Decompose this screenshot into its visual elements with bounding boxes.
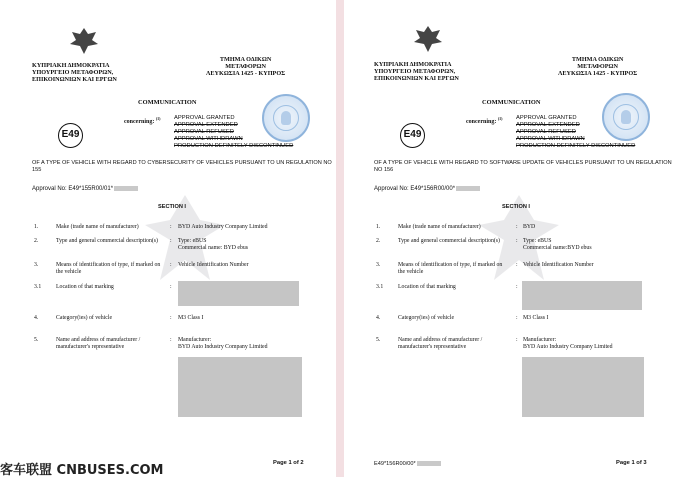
item-value-line: Commercial name:BYD ebus	[523, 245, 592, 251]
item-number: 4.	[376, 315, 381, 321]
header-left	[374, 61, 459, 82]
official-stamp-icon	[262, 94, 310, 142]
item-value-line: BYD Auto Industry Company Limited	[523, 344, 613, 350]
e-mark-icon: E49	[58, 123, 83, 148]
approval-scope	[374, 160, 672, 174]
header-left-line: ΕΠΙΚΟΙΝΩΝΙΩΝ ΚΑΙ ΕΡΓΩΝ	[32, 76, 117, 83]
colon: :	[170, 337, 172, 343]
section-heading: SECTION I	[158, 204, 186, 210]
item-value-line: Type: eBUS	[523, 238, 552, 244]
status-item: APPROVAL REFUSED	[516, 129, 576, 136]
item-number: 1.	[34, 224, 39, 230]
status-item: APPROVAL WITHDRAWN	[174, 136, 243, 143]
status-item: APPROVAL EXTENDED	[174, 122, 238, 129]
approval-scope	[32, 160, 332, 174]
item-label: Location of that marking	[398, 284, 456, 290]
colon: :	[170, 224, 172, 230]
header-right-line: ΜΕΤΑΦΟΡΩΝ	[225, 63, 266, 70]
colon: :	[170, 262, 172, 268]
redacted-block	[456, 186, 480, 191]
item-number: 5.	[34, 337, 39, 343]
concerning-footnote: (1)	[155, 116, 161, 121]
status-item: PRODUCTION DEFINITELY DISCONTINUED	[174, 143, 294, 150]
scope-line: NO 156	[374, 167, 394, 173]
colon: :	[516, 262, 518, 268]
item-value-line: Commercial name: BYD ebus	[178, 245, 249, 251]
item-number: 3.	[34, 262, 39, 268]
item-label: Name and address of manufacturer / manufacturer's representative	[56, 337, 141, 350]
item-number: 3.1	[376, 284, 384, 290]
cyprus-crest-icon	[412, 24, 444, 54]
approval-number	[374, 186, 480, 192]
header-right-line: ΛΕΥΚΩΣΙΑ 1425 - ΚΥΠΡΟΣ	[206, 70, 286, 77]
status-item: APPROVAL GRANTED	[516, 115, 577, 121]
colon: :	[516, 337, 518, 343]
status-item: APPROVAL EXTENDED	[516, 122, 580, 129]
header-right-line: ΛΕΥΚΩΣΙΑ 1425 - ΚΥΠΡΟΣ	[558, 70, 638, 77]
redacted-block	[178, 281, 299, 306]
item-value: Vehicle Identification Number	[178, 262, 249, 268]
approval-number-text: Approval No: E49*155R00/01*	[32, 186, 114, 193]
header-right	[558, 56, 637, 77]
item-label: Type and general commercial description(s)	[56, 238, 158, 244]
concerning-text: concerning:	[124, 119, 155, 125]
status-item: APPROVAL WITHDRAWN	[516, 136, 585, 143]
item-value: M3 Class I	[523, 315, 549, 321]
header-right-line: ΤΜΗΜΑ ΟΔΙΚΩΝ	[219, 56, 272, 63]
item-number: 2.	[376, 238, 381, 244]
item-number: 1.	[376, 224, 381, 230]
redacted-block	[178, 357, 302, 417]
concerning-label	[466, 116, 503, 125]
approval-number	[32, 186, 138, 192]
page-number: Page 1 of 2	[273, 460, 304, 466]
item-number: 5.	[376, 337, 381, 343]
item-value: M3 Class I	[178, 315, 204, 321]
status-item: APPROVAL REFUSED	[174, 129, 234, 136]
colon: :	[516, 224, 518, 230]
item-label: Category(ies) of vehicle	[56, 315, 113, 321]
item-value: Vehicle Identification Number	[523, 262, 594, 268]
item-value-line: Manufacturer:	[178, 337, 212, 343]
item-label: Means of identification of type, if marked on the vehicle	[56, 262, 161, 275]
scope-line: OF A TYPE OF VEHICLE WITH REGARD TO SOFTWARE UPDATE OF VEHICLES PURSUANT TO UN REGULATION	[374, 160, 672, 166]
redacted-block	[114, 186, 138, 191]
item-label: Category(ies) of vehicle	[398, 315, 455, 321]
redacted-block	[417, 461, 441, 466]
item-number: 4.	[34, 315, 39, 321]
document-page-right	[344, 0, 680, 477]
communication-title: COMMUNICATION	[482, 99, 541, 106]
item-value	[178, 238, 248, 252]
concerning-text: concerning:	[466, 119, 497, 125]
footer-reference	[374, 461, 441, 467]
header-left-line: ΥΠΟΥΡΓΕΙΟ ΜΕΤΑΦΟΡΩΝ,	[374, 68, 456, 75]
colon: :	[170, 238, 172, 244]
colon: :	[170, 315, 172, 321]
status-item: APPROVAL GRANTED	[174, 115, 235, 121]
approval-number-text: Approval No: E49*156R00/00*	[374, 186, 456, 193]
item-number: 2.	[34, 238, 39, 244]
official-stamp-icon	[602, 93, 650, 141]
item-value	[523, 337, 613, 351]
redacted-block	[522, 281, 642, 310]
concerning-footnote: (1)	[497, 116, 503, 121]
site-watermark-banner	[0, 459, 180, 477]
page-divider	[336, 0, 344, 477]
header-right	[206, 56, 285, 77]
document-page-left	[0, 0, 336, 477]
communication-title: COMMUNICATION	[138, 99, 197, 106]
item-label: Location of that marking	[56, 284, 114, 290]
item-number: 3.1	[34, 284, 42, 290]
redacted-block	[522, 357, 644, 417]
footer-reference-text: E49*156R00/00*	[374, 461, 416, 467]
site-watermark-text: 客车联盟 CNBUSES.COM	[0, 463, 164, 477]
header-left	[32, 62, 117, 83]
item-label: Means of identification of type, if marked on the vehicle	[398, 262, 503, 275]
item-label: Make (trade name of manufacturer)	[56, 224, 139, 230]
colon: :	[516, 284, 518, 290]
item-value-line: BYD Auto Industry Company Limited	[178, 344, 268, 350]
cyprus-crest-icon	[68, 26, 100, 56]
item-value: BYD	[523, 224, 536, 230]
item-value-line: Manufacturer:	[523, 337, 557, 343]
colon: :	[516, 238, 518, 244]
item-label: Make (trade name of manufacturer)	[398, 224, 481, 230]
item-label: Type and general commercial description(s)	[398, 238, 500, 244]
item-value-line: Type: eBUS	[178, 238, 207, 244]
scope-line: OF A TYPE OF VEHICLE WITH REGARD TO CYBERSECURITY OF VEHICLES PURSUANT TO UN REGULATION NO	[32, 160, 332, 166]
header-left-line: ΕΠΙΚΟΙΝΩΝΙΩΝ ΚΑΙ ΕΡΓΩΝ	[374, 75, 459, 82]
status-item: PRODUCTION DEFINITELY DISCONTINUED	[516, 143, 636, 150]
e-mark-icon: E49	[400, 123, 425, 148]
item-value: BYD Auto Industry Company Limited	[178, 224, 268, 230]
header-right-line: ΜΕΤΑΦΟΡΩΝ	[577, 63, 618, 70]
header-left-line: ΚΥΠΡΙΑΚΗ ΔΗΜΟΚΡΑΤΙΑ	[32, 62, 110, 69]
item-value	[523, 238, 592, 252]
section-heading: SECTION I	[502, 204, 530, 210]
header-right-line: ΤΜΗΜΑ ΟΔΙΚΩΝ	[571, 56, 624, 63]
header-left-line: ΥΠΟΥΡΓΕΙΟ ΜΕΤΑΦΟΡΩΝ,	[32, 69, 114, 76]
item-value	[178, 337, 268, 351]
colon: :	[170, 284, 172, 290]
page-number: Page 1 of 3	[616, 460, 647, 466]
item-number: 3.	[376, 262, 381, 268]
colon: :	[516, 315, 518, 321]
scope-line: 155	[32, 167, 42, 173]
concerning-label	[124, 116, 161, 125]
header-left-line: ΚΥΠΡΙΑΚΗ ΔΗΜΟΚΡΑΤΙΑ	[374, 61, 452, 68]
item-label: Name and address of manufacturer / manufacturer's representative	[398, 337, 483, 350]
